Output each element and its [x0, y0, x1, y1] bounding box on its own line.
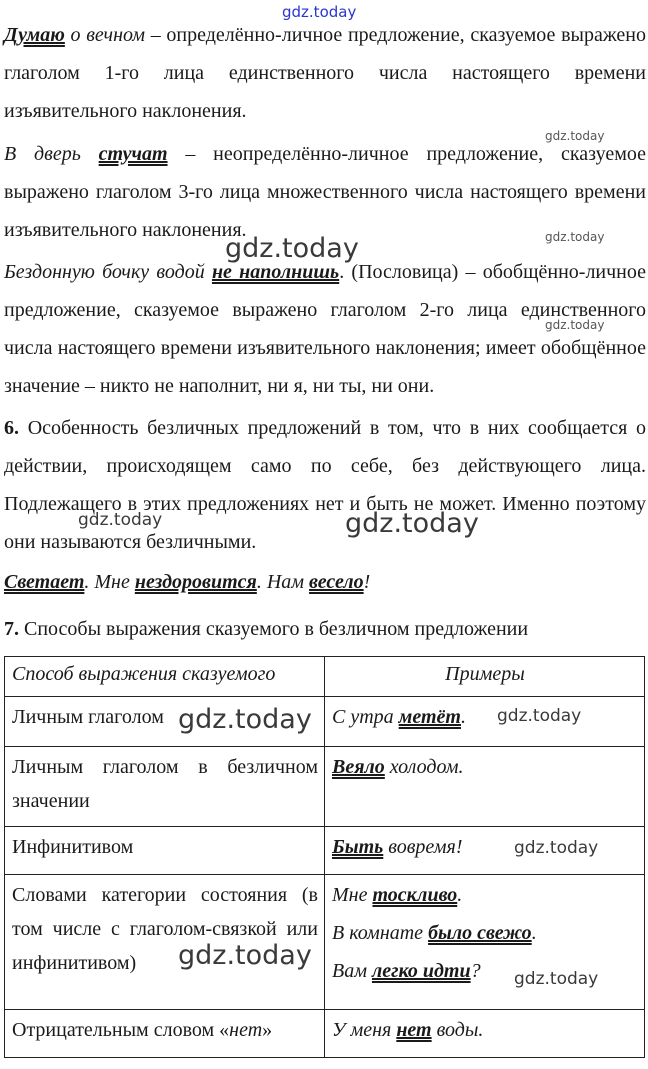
- predicate-methods-table: [4, 656, 645, 1058]
- method-cell: Отрицательным словом «нет»: [5, 1010, 325, 1058]
- watermark: gdz.today: [545, 318, 605, 332]
- item-number-7: 7.: [4, 618, 19, 640]
- paragraph-7: 7. Способы выражения сказуемого в безличном предложении: [4, 618, 529, 640]
- example-cell: Мне тоскливо. В комнате было свежо. Вам легко идти?: [325, 875, 645, 1010]
- table-row: [5, 1010, 645, 1058]
- table-row: [5, 697, 645, 747]
- example-cell: У меня нет воды.: [325, 1010, 645, 1058]
- header-method: Способ выражения сказуемого: [5, 657, 325, 697]
- method-cell: Инфинитивом: [5, 827, 325, 875]
- watermark: gdz.today: [178, 704, 312, 735]
- example-cell: Веяло холодом.: [325, 747, 645, 827]
- watermark: gdz.today: [514, 838, 599, 858]
- watermark: gdz.today: [225, 233, 359, 264]
- watermark: gdz.today: [178, 940, 312, 971]
- example-cell: Быть вовремя!: [325, 827, 645, 875]
- watermark: gdz.today: [497, 706, 582, 726]
- item-number-6: 6.: [4, 417, 19, 439]
- predicate-3: не наполнишь: [211, 261, 340, 283]
- impersonal-examples: Светает. Мне нездоровится. Нам весело!: [4, 571, 371, 593]
- watermark-top: gdz.today: [282, 3, 357, 21]
- paragraph-6: 6. Особенность безличных предложений в том, что в них сообщается о действии, происходящем само по себе, без действующего лица. Подлежащего в этих предложениях нет и быть не может. Именно поэтому они называются безличными.: [4, 417, 646, 553]
- table-row: [5, 747, 645, 827]
- header-examples: Примеры: [325, 657, 645, 697]
- table-row: [5, 875, 645, 1010]
- watermark: gdz.today: [545, 129, 605, 143]
- method-cell: Личным глаголом в безличном значении: [5, 747, 325, 827]
- table-header-row: [5, 657, 645, 697]
- table-row: [5, 827, 645, 875]
- example-cell: С утра метёт.: [325, 697, 645, 747]
- paragraph-2: В дверь стучат – неопределённо-личное предложение, сказуемое выражено глаголом 3-го лица множественного числа настоящего времени изъявительного наклонения.: [4, 143, 647, 241]
- predicate-2: стучат: [98, 143, 168, 165]
- paragraph-3: Бездонную бочку водой не наполнишь. (Пословица) – обобщённо-личное предложение, сказуемое выражено глаголом 2-го лица единственного числа настоящего времени изъявительного наклонения; имеет обобщённое значение – никто не наполнит, ни я, ни ты, ни они.: [4, 261, 647, 397]
- watermark: gdz.today: [78, 510, 163, 530]
- method-cell: Личным глаголом: [5, 697, 325, 747]
- watermark: gdz.today: [545, 230, 605, 244]
- predicate-1: Думаю: [4, 24, 65, 46]
- paragraph-1: Думаю о вечном – определённо-личное предложение, сказуемое выражено глаголом 1-го лица единственного числа настоящего времени изъявительного наклонения.: [4, 24, 647, 122]
- watermark: gdz.today: [345, 508, 479, 539]
- watermark: gdz.today: [514, 969, 599, 989]
- method-cell: Словами категории состояния (в том числе с глаголом-связкой или инфинитивом): [5, 875, 325, 1010]
